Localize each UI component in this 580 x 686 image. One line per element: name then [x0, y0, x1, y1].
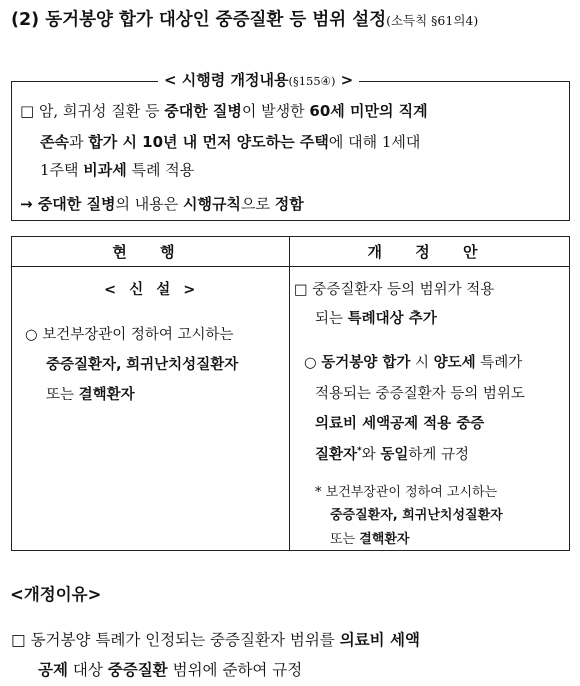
bold-text: 공제 — [38, 661, 68, 679]
reason-line — [38, 658, 302, 680]
bold-text: 질환자 — [315, 447, 358, 463]
footnote-line — [315, 481, 497, 500]
bold-text: 결핵환자 — [78, 387, 135, 403]
bold-text: → — [20, 195, 38, 213]
summary-line — [20, 100, 428, 121]
text: 하게 규정 — [408, 447, 470, 463]
text: 이 발생한 — [241, 102, 310, 120]
summary-line — [40, 131, 420, 152]
text: 와 — [361, 447, 381, 463]
proposed-column — [290, 267, 570, 551]
text: 되는 — [315, 311, 348, 327]
section-title — [11, 6, 478, 31]
bold-text: 의료비 세액 — [339, 631, 420, 649]
header-current: 현 행 — [12, 237, 290, 267]
bold-text: 중대한 질병 — [164, 102, 242, 120]
text: 1주택 — [40, 161, 84, 179]
text: 특례 적용 — [126, 161, 195, 179]
bold-text: 양도세 — [433, 355, 476, 371]
proposed-line — [294, 278, 494, 299]
text: 대상 — [67, 661, 108, 679]
section-title-text: (2) 동거봉양 합가 대상인 중증질환 등 범위 설정 — [11, 10, 387, 30]
text: 시 — [410, 355, 434, 371]
text: 또는 — [46, 387, 79, 403]
text: 으로 — [240, 195, 275, 213]
current-line — [25, 323, 234, 344]
current-line — [46, 383, 135, 404]
bold-text: 합가 시 10년 내 먼저 양도하는 주택 — [88, 133, 329, 151]
bold-text: 중대한 질병 — [37, 195, 116, 213]
bold-text: 동일 — [380, 447, 409, 463]
bold-text: 존속 — [40, 133, 69, 151]
bold-text: * — [357, 446, 362, 457]
reason-line — [11, 628, 420, 650]
bold-text: 60세 미만의 직계 — [309, 102, 428, 120]
proposed-line — [315, 443, 469, 464]
current-column — [12, 267, 290, 551]
section-title-source: (소득칙 §61의4) — [386, 13, 479, 28]
amendment-summary-heading — [158, 69, 359, 90]
bold-text: 중증질환자, 희귀난치성질환자 — [330, 508, 503, 523]
heading-suffix: > — [335, 71, 354, 89]
bold-text: 시행규칙 — [182, 195, 241, 213]
text: 의 내용은 — [115, 195, 183, 213]
proposed-line — [304, 351, 522, 372]
bold-text: 동거봉양 합가 — [321, 355, 411, 371]
bold-text: 정함 — [274, 195, 304, 213]
header-proposed: 개 정 안 — [290, 237, 570, 267]
text: □ 암, 희귀성 질환 등 — [20, 102, 165, 120]
proposed-line — [315, 412, 484, 433]
text: ○ — [304, 355, 322, 371]
text: * 보건부장관이 정하여 고시하는 — [315, 485, 498, 500]
footnote-line — [330, 504, 503, 523]
proposed-line — [315, 382, 525, 403]
text: 적용되는 중증질환자 등의 범위도 — [315, 386, 525, 402]
text: ○ 보건부장관이 정하여 고시하는 — [25, 327, 234, 343]
text: 과 — [68, 133, 89, 151]
bold-text: 중증질환자, — [46, 357, 122, 373]
bold-text: 의료비 세액공제 적용 중증 — [315, 416, 485, 432]
bold-text: 결핵환자 — [359, 532, 410, 547]
text: 특례가 — [475, 355, 523, 371]
new-provision-label: < 신 설 > — [104, 282, 200, 298]
heading-source: (§155④) — [288, 74, 336, 88]
text: □ 중증질환자 등의 범위가 적용 — [294, 282, 495, 298]
bold-text: 희귀난치성질환자 — [126, 357, 239, 373]
summary-line — [40, 159, 194, 180]
text: 또는 — [330, 532, 360, 547]
text: 에 대해 1세대 — [328, 133, 421, 151]
footnote-line — [330, 528, 409, 547]
proposed-line — [315, 307, 437, 328]
current-line — [46, 353, 238, 374]
summary-line — [20, 193, 304, 214]
comparison-table — [11, 236, 570, 551]
bold-text: 특례대상 추가 — [347, 311, 437, 327]
text: □ 동거봉양 특례가 인정되는 중증질환자 범위를 — [11, 631, 340, 649]
text: 범위에 준하여 규정 — [167, 661, 303, 679]
bold-text: 비과세 — [83, 161, 127, 179]
reason-heading: <개정이유> — [10, 585, 102, 604]
bold-text: 중증질환 — [107, 661, 168, 679]
heading-text: < 시행령 개정내용 — [164, 71, 289, 89]
